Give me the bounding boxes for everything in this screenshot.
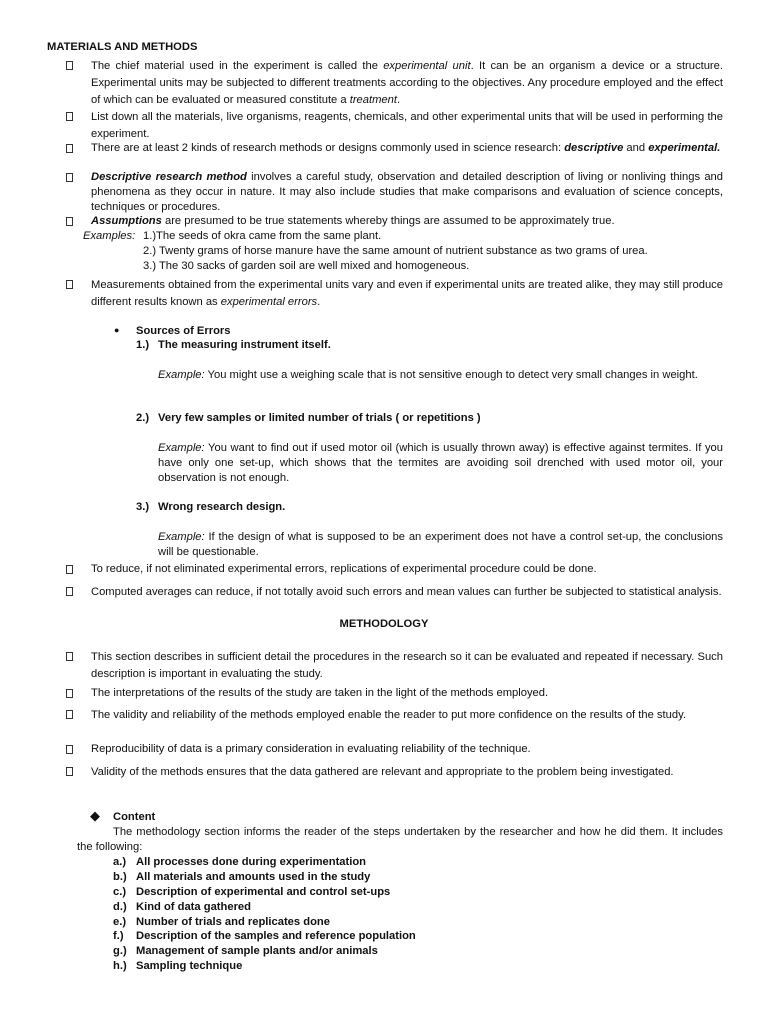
text: are presumed to be true statements whereby things are assumed to be approximately true. — [161, 215, 615, 227]
diamond-bullet-icon: ◆ — [90, 808, 100, 823]
text: Example: — [158, 442, 205, 454]
source-number: 3.) — [136, 501, 150, 513]
methodology-item: This section describes in sufficient detail the procedures in the research so it can be evaluated and repeated if necessary. Such description is important in evaluating the study. — [91, 651, 723, 680]
paragraph-assumptions — [91, 214, 723, 229]
missing-glyph-bullet-icon — [66, 60, 78, 72]
content-list-label: h.) — [113, 960, 127, 972]
content-list-label: e.) — [113, 916, 127, 928]
missing-glyph-bullet-icon — [66, 564, 78, 576]
emphasis: descriptive — [564, 142, 624, 154]
content-list-label: a.) — [113, 856, 127, 868]
methodology-item: Validity of the methods ensures that the data gathered are relevant and appropriate to the problem being investigated. — [91, 766, 674, 778]
emphasis: experimental unit — [383, 60, 471, 72]
methodology-item: The validity and reliability of the methods employed enable the reader to put more confidence on the results of the study. — [91, 709, 686, 721]
missing-glyph-bullet-icon — [66, 709, 78, 721]
round-bullet-icon: ● — [114, 325, 120, 335]
source-title: Very few samples or limited number of trials ( or repetitions ) — [158, 412, 481, 424]
missing-glyph-bullet-icon — [66, 688, 78, 700]
paragraph-experimental-unit — [91, 58, 723, 109]
emphasis: experimental. — [648, 142, 721, 154]
text: Measurements obtained from the experimental units vary and even if experimental units are treated alike, they may still produce different results known as — [91, 279, 723, 308]
paragraph-replications: To reduce, if not eliminated experimental errors, replications of experimental procedure could be done. — [91, 563, 597, 575]
emphasis: experimental errors — [220, 296, 318, 308]
source-number: 2.) — [136, 412, 150, 424]
content-list-item: Management of sample plants and/or animals — [136, 945, 378, 957]
content-list-label: g.) — [113, 945, 127, 957]
content-list-item: All processes done during experimentation — [136, 856, 367, 868]
example-item: 3.) The 30 sacks of garden soil are well mixed and homogeneous. — [143, 260, 470, 272]
text: Examples: — [83, 230, 136, 242]
sources-heading: Sources of Errors — [136, 325, 231, 337]
source-number: 1.) — [136, 339, 150, 351]
content-list-item: All materials and amounts used in the study — [136, 871, 371, 883]
source-example — [158, 368, 723, 383]
content-list-item: Description of experimental and control set-ups — [136, 886, 391, 898]
paragraph-experimental-errors — [91, 277, 723, 311]
content-list-label: f.) — [113, 930, 124, 942]
text: . — [317, 296, 321, 308]
text: Example: — [158, 369, 205, 381]
missing-glyph-bullet-icon — [66, 143, 78, 155]
text: The chief material used in the experiment is called the — [91, 60, 384, 72]
paragraph-research-methods — [91, 141, 723, 156]
content-list-label: b.) — [113, 871, 127, 883]
content-list-item: Sampling technique — [136, 960, 243, 972]
example-item: 1.)The seeds of okra came from the same plant. — [143, 230, 382, 242]
section-heading-materials: MATERIALS AND METHODS — [47, 41, 198, 53]
paragraph-descriptive-method — [91, 170, 723, 215]
text: involves a careful study, observation and detailed description of living or nonliving things and phenomena as they occur in nature. It may also include studies that make comparisons and evaluation of science concepts, techniques or procedures. — [91, 171, 723, 213]
source-example — [158, 441, 723, 486]
content-list-item: Description of the samples and reference population — [136, 930, 416, 942]
emphasis: Descriptive research method — [91, 171, 247, 183]
text: Example: — [158, 531, 205, 543]
paragraph-averages: Computed averages can reduce, if not totally avoid such errors and mean values can further be subjected to statistical analysis. — [91, 586, 722, 598]
examples-label — [83, 229, 135, 244]
missing-glyph-bullet-icon — [66, 216, 78, 228]
missing-glyph-bullet-icon — [66, 651, 78, 663]
emphasis: Assumptions — [91, 215, 162, 227]
missing-glyph-bullet-icon — [66, 279, 78, 291]
text: You might use a weighing scale that is not sensitive enough to detect very small changes in weight. — [204, 369, 698, 381]
source-title: Wrong research design. — [158, 501, 286, 513]
source-example — [158, 530, 723, 560]
text: If the design of what is supposed to be an experiment does not have a control set-up, the conclusions will be questionable. — [158, 531, 723, 558]
text: There are at least 2 kinds of research methods or designs commonly used in science research: — [91, 142, 565, 154]
methodology-item: Reproducibility of data is a primary consideration in evaluating reliability of the technique. — [91, 743, 531, 755]
paragraph-list-materials: List down all the materials, live organisms, reagents, chemicals, and other experimental units that will be used in performing the experiment. — [91, 111, 723, 140]
emphasis: treatment — [349, 94, 397, 106]
methodology-item: The interpretations of the results of the study are taken in the light of the methods employed. — [91, 687, 549, 699]
section-heading-methodology: METHODOLOGY — [339, 618, 429, 630]
text: . — [396, 94, 401, 106]
content-list-item: Kind of data gathered — [136, 901, 251, 913]
content-intro: The methodology section informs the reader of the steps undertaken by the researcher and how he did them. It includes the following: — [77, 826, 723, 853]
missing-glyph-bullet-icon — [66, 111, 78, 123]
content-heading: Content — [113, 811, 156, 823]
missing-glyph-bullet-icon — [66, 172, 78, 184]
text: . It can be an organism a device or a structure. Experimental units may be subjected to different treatments according to the objectives. Any procedure employed and the effect of which can be evaluated or measured constitute a — [91, 60, 723, 106]
content-list-item: Number of trials and replicates done — [136, 916, 330, 928]
missing-glyph-bullet-icon — [66, 586, 78, 598]
example-item: 2.) Twenty grams of horse manure have the same amount of nutrient substance as two grams of urea. — [143, 245, 648, 257]
content-list-label: d.) — [113, 901, 127, 913]
text: You want to find out if used motor oil (which is usually thrown away) is effective against termites. If you have only one set-up, which shows that the termites are avoiding soil drenched with used motor oil, your observation is not enough. — [158, 442, 723, 484]
source-title: The measuring instrument itself. — [158, 339, 331, 351]
missing-glyph-bullet-icon — [66, 766, 78, 778]
content-list-label: c.) — [113, 886, 127, 898]
text: and — [623, 142, 649, 154]
missing-glyph-bullet-icon — [66, 744, 78, 756]
